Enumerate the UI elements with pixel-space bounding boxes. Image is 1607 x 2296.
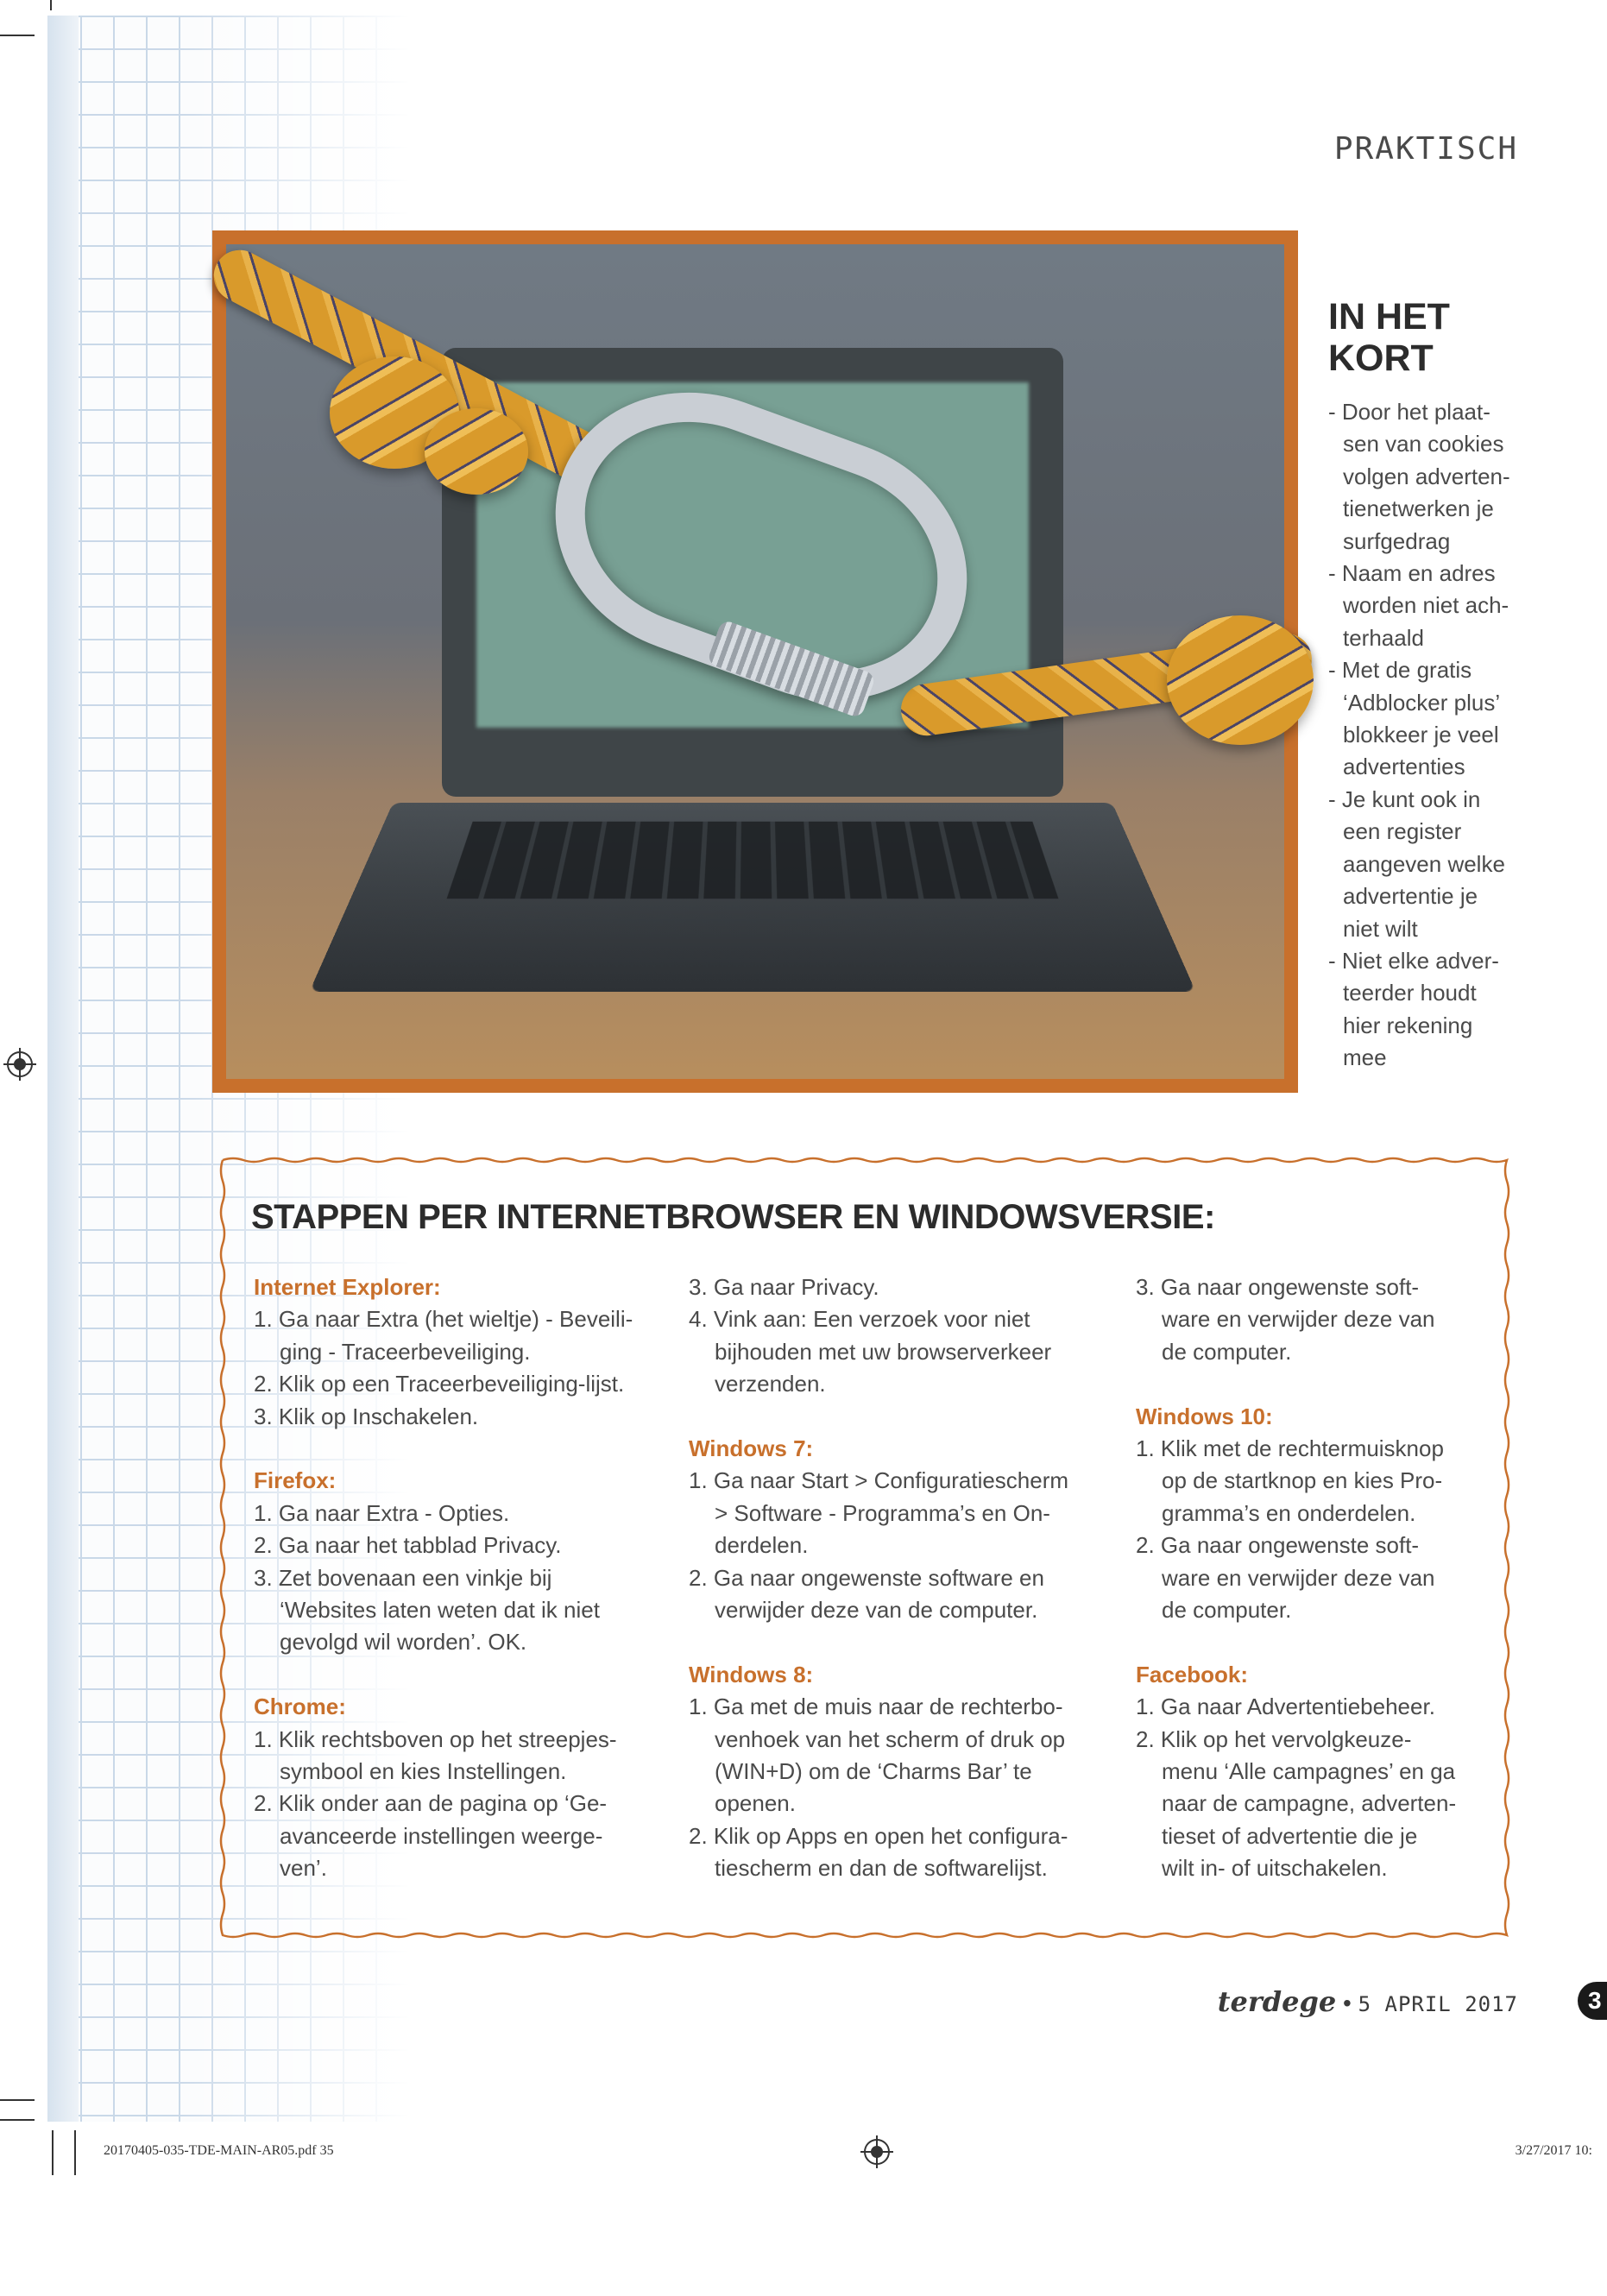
kort-line: - Niet elke adver- xyxy=(1328,947,1499,974)
heading-windows-8: Windows 8: xyxy=(689,1661,814,1687)
hero-photo-frame xyxy=(212,230,1298,1093)
issue-date: 5 APRIL 2017 xyxy=(1358,1992,1518,2016)
in-het-kort-title: IN HET KORT xyxy=(1328,296,1450,379)
kort-line: advertentie je xyxy=(1343,883,1478,910)
kort-line: terhaald xyxy=(1343,624,1424,651)
step-line: symbool en kies Instellingen. xyxy=(280,1758,567,1785)
step-line: openen. xyxy=(715,1790,796,1817)
crop-mark xyxy=(52,2130,54,2175)
step-line: 1. Ga naar Start > Configuratiescherm xyxy=(689,1467,1069,1494)
page-spine xyxy=(47,16,79,2122)
steps-column-1 xyxy=(254,1271,659,1885)
step-line: gramma’s en onderdelen. xyxy=(1162,1499,1416,1526)
step-line: tiescherm en dan de softwarelijst. xyxy=(715,1855,1048,1882)
crop-mark xyxy=(50,0,52,10)
crop-mark xyxy=(74,2130,76,2175)
step-line: 3. Ga naar ongewenste soft- xyxy=(1136,1274,1420,1300)
step-line: derdelen. xyxy=(715,1532,809,1559)
heading-internet-explorer: Internet Explorer: xyxy=(254,1274,441,1300)
step-line: avanceerde instellingen weerge- xyxy=(280,1822,603,1849)
kort-line: niet wilt xyxy=(1343,915,1418,942)
step-line: > Software - Programma’s en On- xyxy=(715,1499,1050,1526)
section-label: PRAKTISCH xyxy=(1333,131,1518,167)
step-line: 4. Vink aan: Een verzoek voor niet xyxy=(689,1306,1030,1333)
crop-mark xyxy=(0,2099,35,2101)
step-line: 2. Klik op Apps en open het configura- xyxy=(689,1822,1068,1849)
heading-firefox: Firefox: xyxy=(254,1467,337,1494)
step-line: 3. Zet bovenaan een vinkje bij xyxy=(254,1564,552,1591)
step-line: 2. Klik op het vervolgkeuze- xyxy=(1136,1725,1412,1752)
step-line: menu ‘Alle campagnes’ en ga xyxy=(1162,1758,1456,1785)
step-line: 1. Ga naar Extra (het wieltje) - Beveili- xyxy=(254,1306,633,1333)
kort-line: ‘Adblocker plus’ xyxy=(1343,689,1501,716)
step-line: 2. Ga naar ongewenste soft- xyxy=(1136,1532,1420,1559)
step-line: (WIN+D) om de ‘Charms Bar’ te xyxy=(715,1758,1032,1785)
step-line: de computer. xyxy=(1162,1597,1292,1624)
steps-title: STAPPEN PER INTERNETBROWSER EN WINDOWSVERSIE: xyxy=(251,1198,1215,1236)
kort-line: advertenties xyxy=(1343,754,1465,780)
print-slug-file: 20170405-035-TDE-MAIN-AR05.pdf 35 xyxy=(104,2143,334,2158)
photo-knot-right xyxy=(1167,615,1314,745)
step-line: verzenden. xyxy=(715,1371,826,1397)
kort-line: aangeven welke xyxy=(1343,850,1505,877)
kort-line: tienetwerken je xyxy=(1343,495,1494,522)
kort-line: mee xyxy=(1343,1044,1387,1071)
step-line: tieset of advertentie die je xyxy=(1162,1822,1418,1849)
step-line: 1. Ga naar Extra - Opties. xyxy=(254,1499,510,1526)
photo-laptop-keyboard xyxy=(310,803,1196,992)
step-line: bijhouden met uw browserverkeer xyxy=(715,1338,1052,1365)
kort-line: sen van cookies xyxy=(1343,431,1504,457)
footer-brand xyxy=(1218,1985,1518,2018)
kort-line: - Naam en adres xyxy=(1328,560,1496,587)
steps-column-3 xyxy=(1136,1271,1481,1885)
step-line: 1. Ga met de muis naar de rechterbo- xyxy=(689,1694,1063,1720)
in-het-kort-sidebar xyxy=(1328,296,1535,1075)
registration-mark-icon xyxy=(7,1051,33,1077)
kort-line: - Met de gratis xyxy=(1328,657,1472,684)
step-line: 2. Klik onder aan de pagina op ‘Ge- xyxy=(254,1790,608,1817)
kort-line: hier rekening xyxy=(1343,1012,1473,1038)
step-line: 1. Ga naar Advertentiebeheer. xyxy=(1136,1694,1435,1720)
step-line: 1. Klik met de rechtermuisknop xyxy=(1136,1435,1444,1462)
page-number-tab: 3 xyxy=(1578,1982,1607,2020)
step-line: verwijder deze van de computer. xyxy=(715,1597,1038,1624)
step-line: op de startknop en kies Pro- xyxy=(1162,1467,1443,1494)
kort-line: - Je kunt ook in xyxy=(1328,785,1481,812)
heading-facebook: Facebook: xyxy=(1136,1661,1249,1687)
step-line: 1. Klik rechtsboven op het streepjes- xyxy=(254,1725,617,1752)
kort-line: teerder houdt xyxy=(1343,980,1477,1006)
step-line: ware en verwijder deze van xyxy=(1162,1564,1435,1591)
heading-chrome: Chrome: xyxy=(254,1694,346,1720)
step-line: de computer. xyxy=(1162,1338,1292,1365)
step-line: gevolgd wil worden’. OK. xyxy=(280,1629,527,1656)
kort-line: blokkeer je veel xyxy=(1343,722,1499,748)
step-line: 2. Ga naar ongewenste software en xyxy=(689,1564,1044,1591)
kort-line: volgen adverten- xyxy=(1343,463,1510,489)
step-line: naar de campagne, adverten- xyxy=(1162,1790,1457,1817)
step-line: 3. Ga naar Privacy. xyxy=(689,1274,879,1300)
registration-mark-icon xyxy=(864,2139,890,2165)
step-line: venhoek van het scherm of druk op xyxy=(715,1725,1066,1752)
steps-column-2 xyxy=(689,1271,1094,1885)
heading-windows-7: Windows 7: xyxy=(689,1435,814,1462)
crop-mark xyxy=(0,2119,35,2121)
hero-photo-carabiner-rope-laptop xyxy=(226,244,1284,1079)
kort-line: worden niet ach- xyxy=(1343,592,1509,619)
photo-knot-left-2 xyxy=(425,408,528,495)
step-line: 3. Klik op Inschakelen. xyxy=(254,1403,479,1429)
step-line: 2. Klik op een Traceerbeveiliging-lijst. xyxy=(254,1371,625,1397)
kort-line: - Door het plaat- xyxy=(1328,399,1490,425)
brand-logo: terdege xyxy=(1217,1985,1337,2018)
step-line: ven’. xyxy=(280,1855,327,1882)
step-line: ware en verwijder deze van xyxy=(1162,1306,1435,1333)
step-line: ging - Traceerbeveiliging. xyxy=(280,1338,531,1365)
kort-line: surfgedrag xyxy=(1343,527,1451,554)
step-line: ‘Websites laten weten dat ik niet xyxy=(280,1597,600,1624)
print-slug-time: 3/27/2017 10: xyxy=(1515,2143,1592,2158)
steps-box xyxy=(217,1155,1512,1940)
kort-line: een register xyxy=(1343,818,1462,845)
footer-separator: • xyxy=(1343,1990,1352,2016)
crop-mark xyxy=(0,35,35,36)
heading-windows-10: Windows 10: xyxy=(1136,1403,1273,1429)
step-line: wilt in- of uitschakelen. xyxy=(1162,1855,1388,1882)
step-line: 2. Ga naar het tabblad Privacy. xyxy=(254,1532,562,1559)
